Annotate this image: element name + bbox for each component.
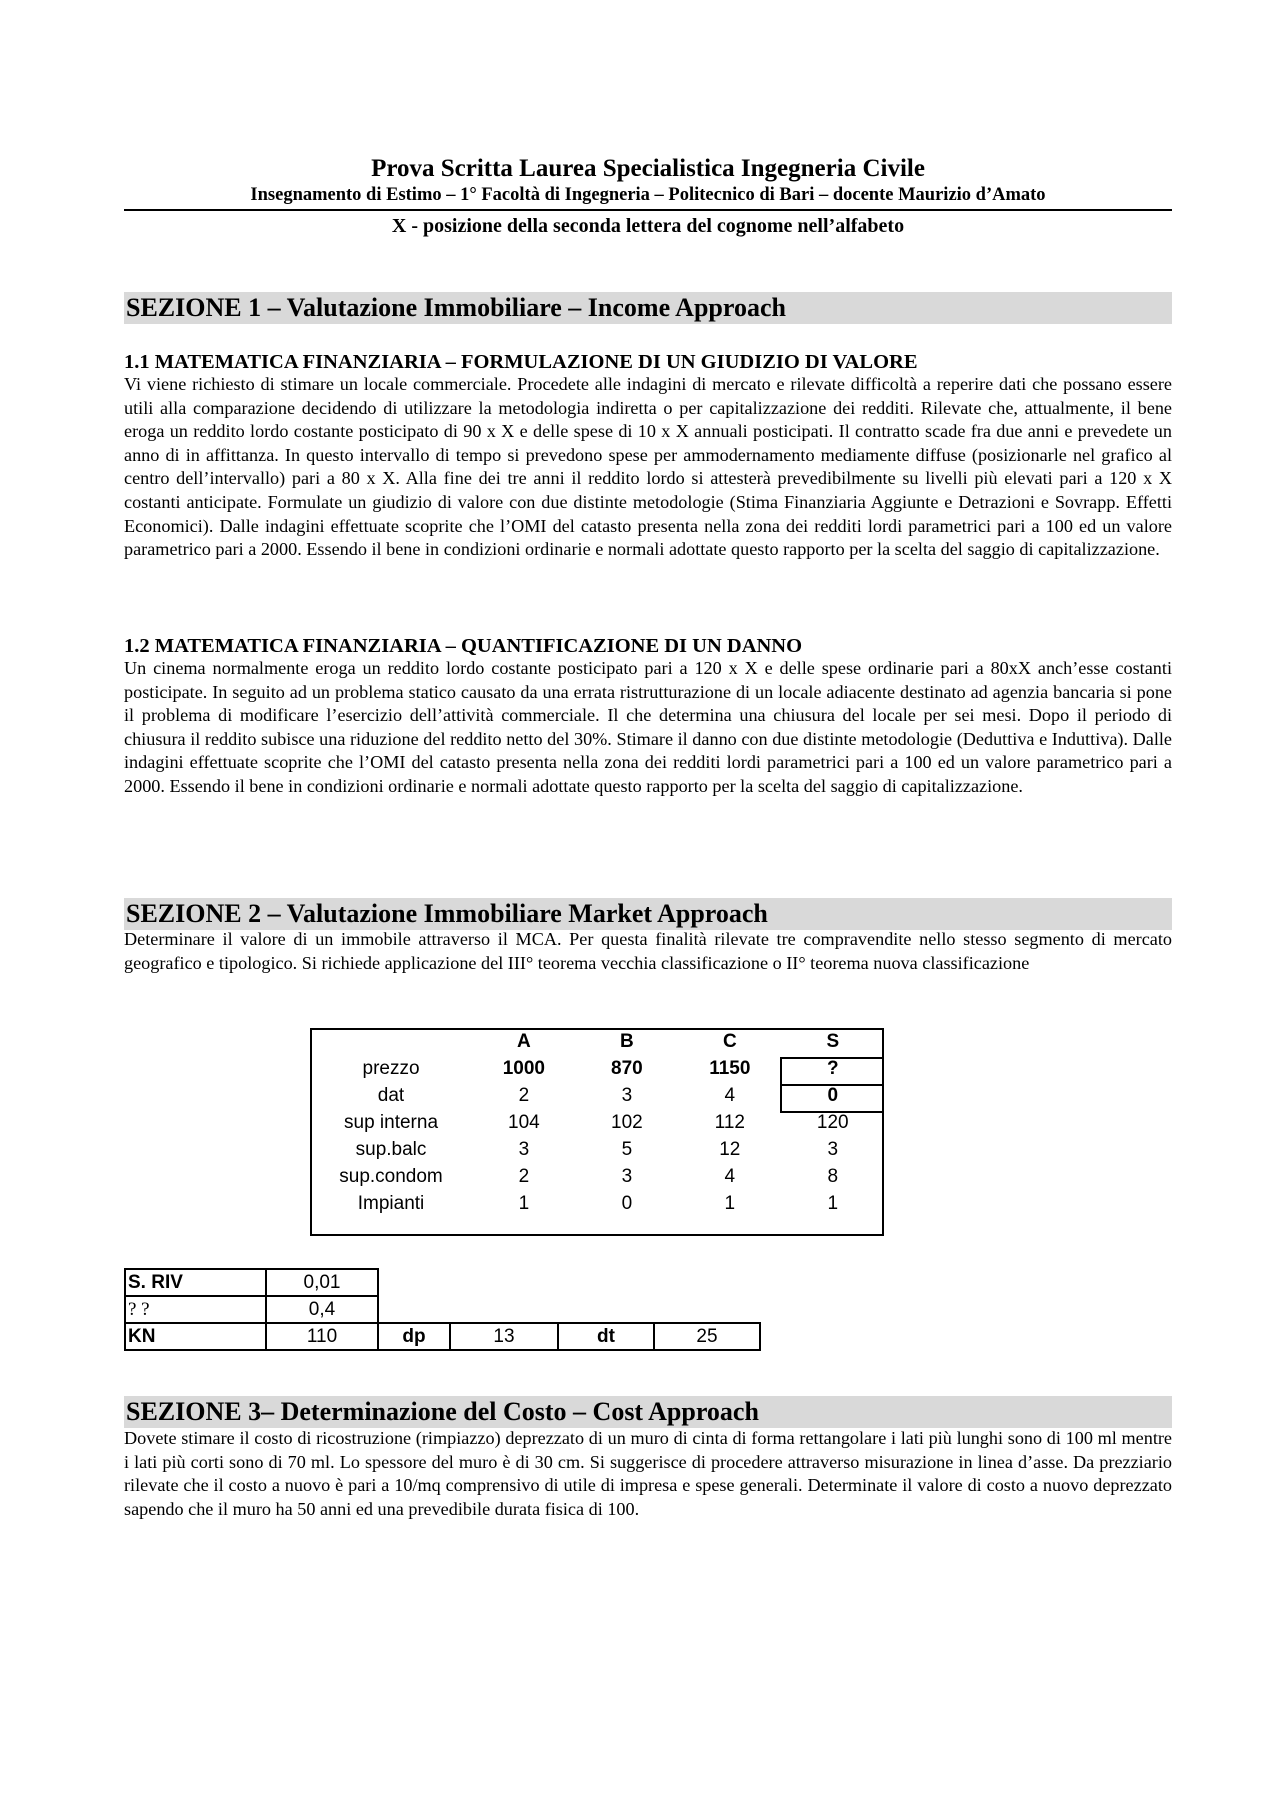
table-cell: 1 (724, 1192, 736, 1214)
header-divider (124, 209, 1172, 211)
section3-title: SEZIONE 3– Determinazione del Costo – Cost Approach (126, 1397, 759, 1426)
table-row (310, 1109, 884, 1136)
table-row (310, 1055, 884, 1082)
column-header: C (722, 1030, 737, 1052)
table-header-row (310, 1028, 884, 1055)
table-cell: 2 (518, 1165, 530, 1187)
table-cell: 12 (719, 1138, 741, 1160)
subject-box-bottom (780, 1111, 884, 1113)
subject-box-top (782, 1057, 884, 1059)
table-cell: 3 (518, 1138, 530, 1160)
table-cell: 1150 (709, 1057, 751, 1079)
table-cell: 3 (827, 1138, 839, 1160)
param-value: 0,4 (266, 1296, 378, 1323)
param-value: 13 (450, 1323, 558, 1350)
row-label: dat (377, 1084, 405, 1106)
section1-1-heading: 1.1 MATEMATICA FINANZIARIA – FORMULAZIONE DI UN GIUDIZIO DI VALORE (124, 351, 918, 373)
table-row (125, 1296, 760, 1323)
section2-title: SEZIONE 2 – Valutazione Immobiliare Market Approach (126, 899, 768, 928)
table-cell: 2 (518, 1084, 530, 1106)
param-value: 0,01 (266, 1269, 378, 1296)
row-label: sup.condom (339, 1165, 443, 1187)
section2-bar (124, 898, 1172, 930)
table-cell: ? (826, 1057, 839, 1079)
row-label: sup.balc (355, 1138, 427, 1160)
column-header: A (516, 1030, 531, 1052)
section2-text: Determinare il valore di un immobile attraverso il MCA. Per questa finalità rilevate tre compravendite nello stesso segmento di mercato geografico e tipologico. Si richiede applicazione del III° teorema vecchia classificazione o II° teorema nuova classificazione (124, 929, 1172, 973)
column-header: B (619, 1030, 634, 1052)
section1-bar (124, 292, 1172, 324)
table-row (310, 1136, 884, 1163)
table-cell: 0 (621, 1192, 633, 1214)
column-header: S (826, 1030, 840, 1052)
section3-bar (124, 1396, 1172, 1428)
table-cell: 102 (611, 1111, 643, 1133)
param-label: ? ? (125, 1296, 266, 1323)
param-label: S. RIV (125, 1269, 266, 1296)
param-label: dt (558, 1323, 654, 1350)
section1-1-text: Vi viene richiesto di stimare un locale commerciale. Procedete alle indagini di mercato e rilevate difficoltà a reperire dati che possano essere utili alla comparazione decidendo di utilizzare la metodologia indiretta o per capitalizzazione dei redditi. Rilevate che, attualmente, il bene eroga un reddito lordo costante posticipato di 90 x X e delle spese di 10 x X annuali posticipati. Il contratto scade fra due anni e prevedete un anno di in affittanza. In questo intervallo di tempo si prevedono spese per ammodernamento mediamente diffuse (posizionarle nel grafico al centro dell’intervallo) pari a 80 x X. Alla fine dei tre anni il reddito lordo si attesterà prevedibilmente su livelli più elevati pari a 120 x X costanti anticipate. Formulate un giudizio di valore con due distinte metodologie (Stima Finanziaria Aggiunte e Detrazioni e Sovrapp. Effetti Economici). Dalle indagini effettuate scoprite che l’OMI del catasto presenta nella zona dei redditi lordi parametrici pari a 100 ed un valore parametrico pari a 2000. Essendo il bene in condizioni ordinarie e normali adottate questo rapporto per la scelta del saggio di capitalizzazione. (124, 374, 1172, 560)
section1-2-heading: 1.2 MATEMATICA FINANZIARIA – QUANTIFICAZIONE DI UN DANNO (124, 635, 803, 657)
table-cell: 8 (827, 1165, 839, 1187)
table-row (310, 1082, 884, 1109)
x-definition: X - posizione della seconda lettera del cognome nell’alfabeto (391, 215, 905, 237)
table-row (310, 1190, 884, 1217)
document-subtitle: Insegnamento di Estimo – 1° Facoltà di Ingegneria – Politecnico di Bari – docente Maurizio d’Amato (250, 185, 1046, 205)
table-cell: 870 (611, 1057, 643, 1079)
table-row (125, 1323, 760, 1350)
table-cell: 3 (621, 1084, 633, 1106)
section1-2-text: Un cinema normalmente eroga un reddito lordo costante posticipato pari a 120 x X e delle spese ordinarie pari a 80xX anch’esse costanti posticipate. In seguito ad un problema statico causato da una errata ristrutturazione di un locale adiacente destinato ad agenzia bancaria si pone il problema di modificare l’esercizio dell’attività commerciale. Il che determina una chiusura del locale per sei mesi. Dopo il periodo di chiusura il reddito subisce una riduzione del reddito netto del 30%. Stimare il danno con due distinte metodologie (Deduttiva e Induttiva). Dalle indagini effettuate scoprite che l’OMI del catasto presenta nella zona dei redditi lordi parametrici pari a 100 ed un valore parametrico pari a 2000. Essendo il bene in condizioni ordinarie e normali adottate questo rapporto per la scelta del saggio di capitalizzazione. (124, 658, 1172, 796)
table-cell: 4 (724, 1084, 736, 1106)
table-cell: 104 (508, 1111, 540, 1133)
table-row (125, 1269, 760, 1296)
row-label: Impianti (357, 1192, 425, 1214)
table-row (310, 1163, 884, 1190)
table-cell: 5 (621, 1138, 633, 1160)
row-label: prezzo (362, 1057, 420, 1079)
document-header (124, 154, 1172, 239)
section1-title: SEZIONE 1 – Valutazione Immobiliare – Income Approach (126, 293, 786, 322)
param-label: dp (378, 1323, 450, 1350)
table-cell: 1 (827, 1192, 839, 1214)
subject-box-mid (780, 1084, 884, 1086)
table-cell: 3 (621, 1165, 633, 1187)
param-value: 110 (266, 1323, 378, 1350)
section3-text: Dovete stimare il costo di ricostruzione (rimpiazzo) deprezzato di un muro di cinta di forma rettangolare i lati più lunghi sono di 100 ml mentre i lati più corti sono di 70 ml. Lo spessore del muro è di 30 cm. Si suggerisce di procedere attraverso misurazione in linea d’asse. Da prezziario rilevate che il costo a nuovo è pari a 10/mq comprensivo di utile di impresa e spese generali. Determinate il valore di costo a nuovo deprezzato sapendo che il muro ha 50 anni ed una prevedibile durata fisica di 100. (124, 1428, 1172, 1519)
row-label: sup interna (344, 1111, 439, 1133)
parameters-table (124, 1268, 761, 1351)
table-cell: 120 (816, 1111, 849, 1133)
param-value: 25 (654, 1323, 760, 1350)
table-cell: 4 (724, 1165, 736, 1187)
table-cell: 0 (827, 1084, 839, 1106)
document-title: Prova Scritta Laurea Specialistica Ingegneria Civile (371, 155, 925, 182)
param-label: KN (125, 1323, 266, 1350)
table-cell: 1 (518, 1192, 530, 1214)
table-cell: 112 (714, 1111, 745, 1133)
table-cell: 1000 (502, 1057, 545, 1079)
